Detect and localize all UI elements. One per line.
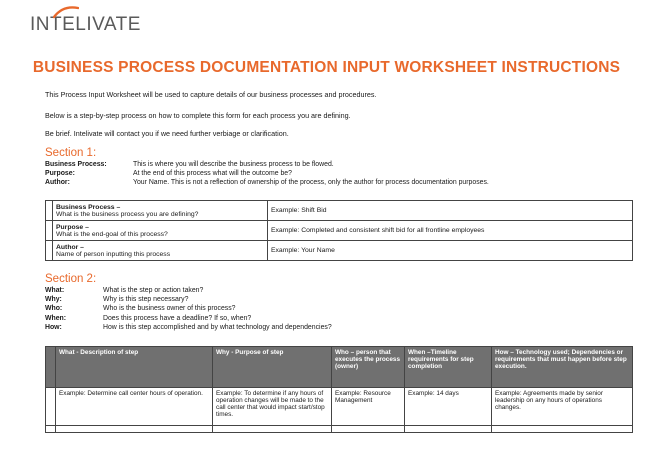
definition-row (45, 169, 489, 178)
example-cell[interactable] (268, 221, 633, 241)
column-header: What - Description of step (56, 347, 213, 388)
column-header: Why - Purpose of step (213, 347, 332, 388)
table-cell[interactable] (213, 426, 332, 433)
field-question: Name of person inputting this process (56, 250, 171, 258)
section1-definitions (45, 160, 489, 188)
table-cell (53, 221, 268, 241)
intro-line-3: Be brief. Intelivate will contact you if we need further verbiage or clarification. (45, 129, 289, 138)
definition-desc: What is the step or action taken? (103, 287, 204, 294)
definition-row (45, 295, 332, 304)
definition-desc: Why is this step necessary? (103, 296, 189, 304)
table-row (46, 201, 633, 221)
table-cell[interactable] (332, 426, 405, 433)
table-cell[interactable] (46, 201, 53, 221)
table-cell[interactable] (46, 221, 53, 241)
column-header: How – Technology used; Dependencies or requirements that must happen before step execution. (492, 347, 633, 388)
definition-desc: Who is the business owner of this process? (103, 305, 236, 313)
example-cell[interactable] (268, 201, 633, 221)
table-cell[interactable] (492, 426, 633, 433)
intro-line-2: Below is a step-by-step process on how to complete this form for each process you are defining. (45, 111, 351, 120)
definition-row (45, 178, 489, 187)
table-cell (53, 201, 268, 221)
column-header: When –Timeline requirements for step completion (405, 347, 492, 388)
table-cell (53, 241, 268, 261)
definition-row (45, 286, 332, 295)
example-text: Example: Shift Bid (271, 207, 327, 214)
logo-text: INTELIVATE (30, 14, 141, 35)
intelivate-logo (30, 14, 141, 36)
table-cell[interactable]: Example: Resource Management (332, 388, 405, 426)
definition-row (45, 304, 332, 313)
table-row (46, 388, 633, 426)
section1-table (45, 200, 633, 261)
table-row (46, 221, 633, 241)
table-cell[interactable] (405, 426, 492, 433)
definition-term: Who: (45, 305, 63, 313)
table-cell[interactable] (46, 426, 56, 433)
definition-term: Purpose: (45, 170, 75, 178)
column-header (46, 347, 56, 388)
section2-heading: Section 2: (45, 273, 97, 285)
table-header-row (46, 347, 633, 388)
field-label: Purpose – (56, 223, 89, 231)
field-question: What is the end-goal of this process? (56, 230, 168, 238)
definition-row (45, 323, 332, 332)
table-cell[interactable] (46, 241, 53, 261)
example-text: Example: Completed and consistent shift bid for all frontline employees (271, 227, 485, 234)
definition-term: How: (45, 323, 62, 331)
table-cell[interactable]: Example: 14 days (405, 388, 492, 426)
definition-term: Business Process: (45, 161, 107, 168)
column-header: Who – person that executes the process (owner) (332, 347, 405, 388)
example-text: Example: Your Name (271, 247, 335, 254)
definition-row (45, 314, 332, 323)
section1-heading: Section 1: (45, 147, 97, 159)
table-row (46, 241, 633, 261)
definition-term: When: (45, 314, 67, 322)
table-cell[interactable] (56, 426, 213, 433)
definition-term: Why: (45, 296, 62, 304)
definition-term: Author: (45, 179, 70, 187)
intro-line-1: This Process Input Worksheet will be used to capture details of our business processes and procedures. (45, 90, 377, 99)
table-cell[interactable] (46, 388, 56, 426)
definition-term: What: (45, 287, 65, 294)
logo-swoosh-icon (53, 5, 79, 19)
definition-desc: Your Name. This is not a reflection of ownership of the process, only the author for process documentation purposes. (133, 179, 489, 187)
table-cell[interactable]: Example: Agreements made by senior leadership on any hours of operations changes. (492, 388, 633, 426)
field-label: Business Process – (56, 203, 121, 211)
definition-desc: Does this process have a deadline? If so, when? (103, 314, 252, 322)
table-cell[interactable]: Example: To determine if any hours of operation changes will be made to the call center that would impact start/stop times. (213, 388, 332, 426)
table-cell[interactable]: Example: Determine call center hours of operation. (56, 388, 213, 426)
definition-desc: At the end of this process what will the outcome be? (133, 170, 292, 178)
definition-row (45, 160, 489, 169)
example-cell[interactable] (268, 241, 633, 261)
definition-desc: This is where you will describe the business process to be flowed. (133, 161, 334, 168)
section2-definitions (45, 286, 332, 332)
field-question: What is the business process you are defining? (56, 210, 199, 218)
definition-desc: How is this step accomplished and by what technology and dependencies? (103, 323, 332, 331)
section2-table (45, 346, 633, 433)
page-title: BUSINESS PROCESS DOCUMENTATION INPUT WORKSHEET INSTRUCTIONS (32, 59, 621, 76)
table-row-empty (46, 426, 633, 433)
field-label: Author – (56, 243, 84, 251)
